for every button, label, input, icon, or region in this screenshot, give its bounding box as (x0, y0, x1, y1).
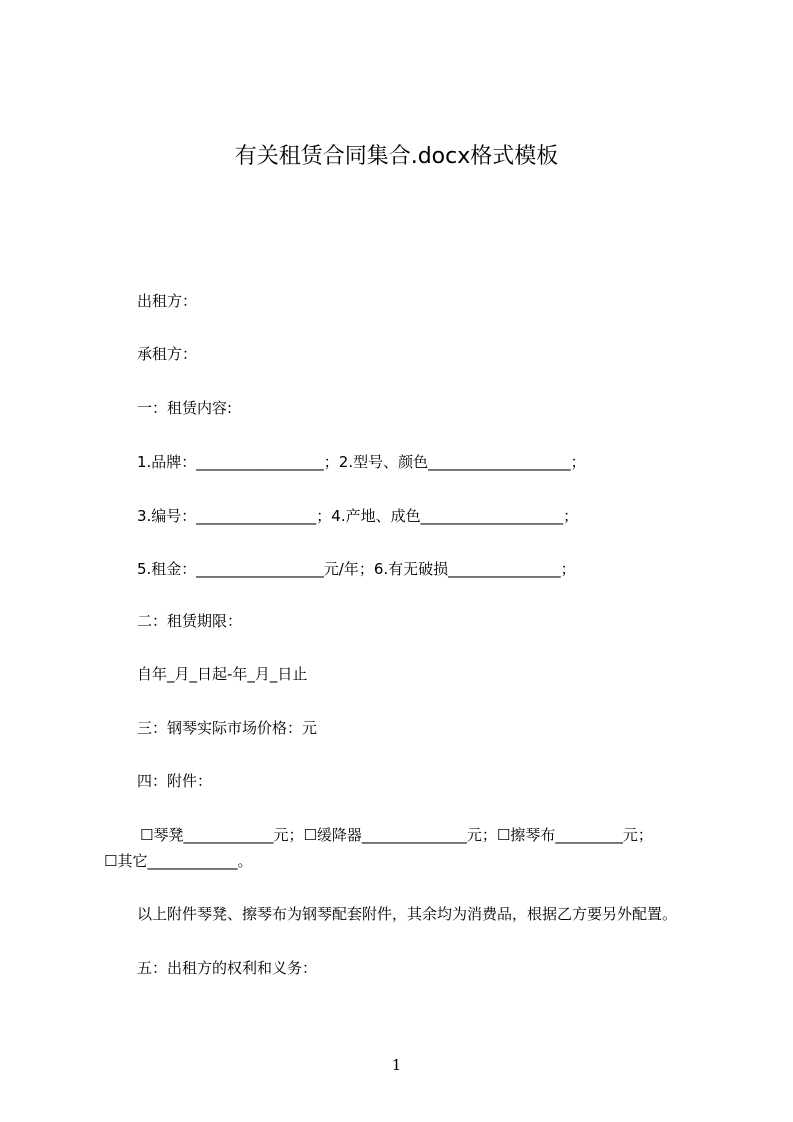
attachments-note: 以上附件琴凳、擦琴布为钢琴配套附件，其余均为消费品，根据乙方要另外配置。 (137, 905, 678, 923)
section-heading-market-price: 三：钢琴实际市场价格：元 (137, 719, 318, 737)
attachments-checklist-line-2: ☐其它____________。 (104, 852, 253, 870)
rental-period-text: 自年_月_日起-年_月_日止 (137, 665, 308, 683)
section-heading-rental-content: 一：租赁内容: (137, 399, 233, 417)
rental-item-brand-model: 1.品牌：_________________；2.型号、颜色___________________； (137, 453, 586, 471)
document-title: 有关租赁合同集合.docx格式模板 (234, 144, 559, 169)
rental-item-rent-damage: 5.租金：_________________元/年；6.有无破损_______________； (137, 560, 576, 578)
page-number: 1 (391, 1056, 402, 1074)
lessee-label: 承租方： (137, 345, 198, 363)
lessor-label: 出租方： (137, 292, 198, 310)
section-heading-attachments: 四：附件： (137, 772, 213, 790)
section-heading-rental-period: 二：租赁期限： (137, 612, 243, 630)
rental-item-number-origin: 3.编号：________________；4.产地、成色___________________； (137, 507, 579, 525)
section-heading-lessor-rights: 五：出租方的权利和义务： (137, 959, 318, 977)
attachments-checklist-line-1: ☐琴凳____________元；☐缓降器______________元；☐擦琴布_________元； (140, 826, 653, 844)
